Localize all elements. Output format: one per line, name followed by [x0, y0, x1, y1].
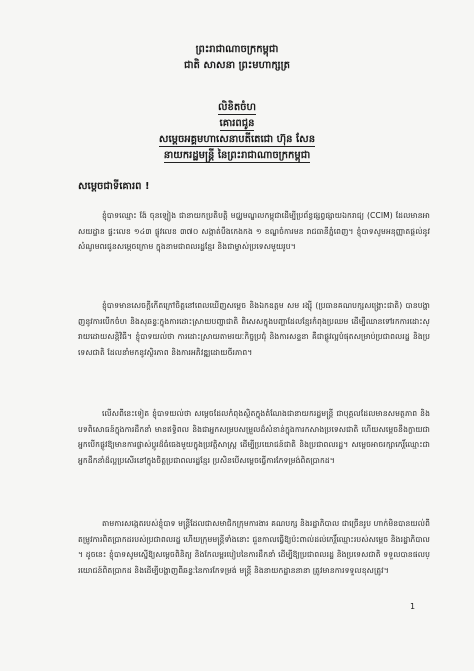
letter-type: លិខិតចំហ: [217, 102, 257, 113]
paragraph-2: ខ្ញុំបាទមានសេចក្តីកើតក្រៅចិត្តនៅពេលឃើញសម្តេច និងឯកឧត្តម សម រង្ស៊ី (ប្រធានគណបក្សសង្គ្រោះជាតិ) បានបង្ហាញនូវការបើកចំហ និងសុឆន្ទៈក្នុងការដោះស្រាយបញ្ហាជាតិ ពិសេសក្នុងបញ្ហាដែលខ្មែរកំពុងប្រឈម ដើម្បីឈានទៅរកការដោះស្រាយដោយសន្តិវិធី។ ខ្ញុំបាទយល់ថា ការដោះស្រាយតាមរយៈកិច្ចប្រជុំ និងការសន្ទនា គឺជាផ្លូវល្អបំផុតសម្រាប់ប្រជាពលរដ្ឋ និងប្រទេសជាតិ ដែលនាំមកនូវស្ថិរភាព និងការអភិវឌ្ឍដោយចីរភាព។: [78, 301, 430, 357]
paragraph-4: តាមការសង្កេតរបស់ខ្ញុំបាទ មន្ត្រីដែលជាសមាជិកក្រុមការងារ គណបក្ស និងរដ្ឋាភិបាល ជាច្រើនរូប ហាក់មិនបានយល់ពីតម្រូវការពិតប្រាកដរបស់ប្រជាពលរដ្ឋ ហើយក្រុមមន្ត្រីទាំងនោះ ជួនកាលធ្វើឱ្យប៉ះពាល់ដល់កេរ្តិ៍ឈ្មោះរបស់សម្តេច និងរដ្ឋាភិបាល។ ដូចនេះ ខ្ញុំបាទសូមស្នើឱ្យសម្តេចពិនិត្យ និងកែលម្អរបៀបនៃការដឹកនាំ ដើម្បីឱ្យប្រជាពលរដ្ឋ និងប្រទេសជាតិ ទទួលបានផលប្រយោជន៍ពិតប្រាកដ និងដើម្បីបង្ហាញពីឆន្ទៈនៃការកែទម្រង់ មន្ត្រី និងនាយកដ្ឋាននានា ត្រូវមានការទទួលខុសត្រូវ។: [78, 519, 430, 575]
paragraph-3: លើសពីនេះទៀត ខ្ញុំបាទយល់ថា សម្តេចដែលកំពុងស្ថិតក្នុងតំណែងជានាយករដ្ឋមន្ត្រី ជាបុគ្គលដែលមានសមត្ថភាព និងបទពិសោធន៍ក្នុងការដឹកនាំ មានឥទ្ធិពល និងជាអ្នកសម្របសម្រួលដ៏សំខាន់ក្នុងការកសាងប្រទេសជាតិ ហើយសម្តេចនឹងក្លាយជាអ្នកបើកផ្លូវឱ្យមានការផ្លាស់ប្តូរដ៏ធំធេងមួយក្នុងប្រវត្តិសាស្ត្រ ដើម្បីប្រយោជន៍ជាតិ និងប្រជាពលរដ្ឋ។ សម្តេចអាចរក្សាកេរ្តិ៍ឈ្មោះជាអ្នកដឹកនាំដ៏ល្អប្រសើរនៅក្នុងចិត្តប្រជាពលរដ្ឋខ្មែរ ប្រសិនបើសម្តេចធ្វើការកែទម្រង់ពិតប្រាកដ។: [78, 409, 430, 465]
letter-addressee-line: គោរពជូន: [219, 118, 255, 129]
recipient-name: សម្តេចអគ្គមហាសេនាបតីតេជោ ហ៊ុន សែន: [158, 134, 316, 145]
page-number: 1: [410, 602, 416, 611]
salutation: សម្តេចជាទីគោរព !: [78, 181, 150, 192]
kingdom-heading: ព្រះរាជាណាចក្រកម្ពុជា: [195, 44, 279, 55]
recipient-title: នាយករដ្ឋមន្ត្រី នៃព្រះរាជាណាចក្រកម្ពុជា: [163, 150, 311, 161]
paragraph-1: ខ្ញុំបាទឈ្មោះ ង៉ែ ចុនឡៀង ជានាយកប្រតិបត្តិ មជ្ឈមណ្ឌលកម្ពុជាដើម្បីប្រព័ន្ធផ្សព្វផ្សាយឯករាជ្យ (CCIM) ដែលមានអាសយដ្ឋាន ផ្ទះលេខ ១៤៣ ផ្លូវលេខ ៣៧០ សង្កាត់បឹងកេងកង ១ ខណ្ឌចំការមន រាជធានីភ្នំពេញ។ ខ្ញុំបាទសូមអនុញ្ញាតផ្តល់នូវសំណូមពរជូនសម្តេចក្រោម ក្នុងនាមជាពលរដ្ឋខ្មែរ និងជាម្ចាស់ប្រទេសមួយរូប។: [78, 211, 430, 252]
national-motto: ជាតិ សាសនា ព្រះមហាក្សត្រ: [184, 60, 290, 71]
